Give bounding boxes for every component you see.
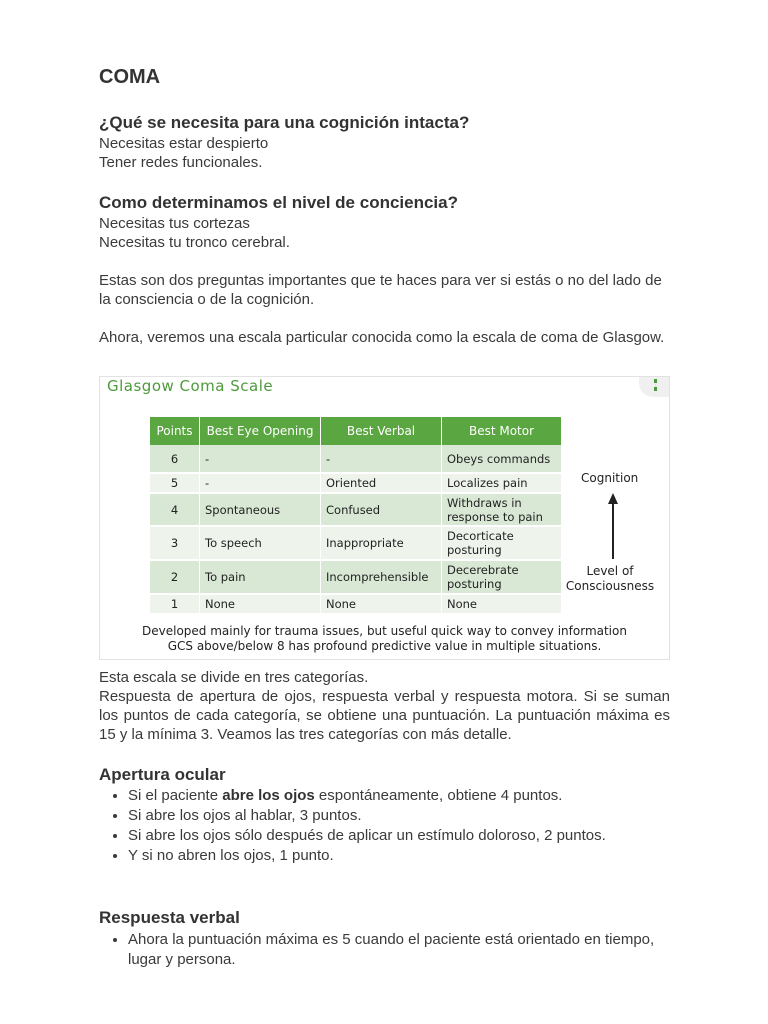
figure-note-line-1: Developed mainly for trauma issues, but useful quick way to convey information (142, 624, 627, 638)
eye-opening-list (99, 786, 670, 866)
list-item: • Si abre los ojos sólo después de aplicar un estímulo doloroso, 2 puntos. (128, 826, 670, 846)
table-cell: 3 (150, 526, 200, 560)
figure-note-line-2: GCS above/below 8 has profound predictive value in multiple situations. (167, 639, 602, 653)
table-header-row (150, 417, 561, 445)
more-options-icon[interactable] (654, 379, 660, 391)
figure-note (100, 624, 669, 654)
figure-title: Glasgow Coma Scale (107, 377, 274, 395)
verbal-response-list (99, 930, 670, 970)
figure-menu[interactable] (639, 377, 669, 397)
table-cell: None (200, 594, 321, 614)
glasgow-coma-scale-figure (99, 376, 670, 660)
paragraph-categories: Respuesta de apertura de ojos, respuesta verbal y respuesta motora. Si se suman los puntos de cada categoría, se obtiene una puntuación. La puntuación máxima es 15 y la mínima 3. Veamos las tres categorías con más detalle. (99, 688, 670, 743)
question-2-line-1: Necesitas tus cortezas (99, 215, 250, 232)
table-row (150, 493, 561, 526)
table-cell: 1 (150, 594, 200, 614)
gcs-table (150, 417, 562, 615)
table-cell: - (321, 445, 442, 473)
table-cell: Decorticate posturing (442, 526, 562, 560)
section-eye-heading: Apertura ocular (99, 765, 226, 784)
cognition-label: Cognition (581, 471, 639, 485)
table-cell: To speech (200, 526, 321, 560)
table-cell: Confused (321, 493, 442, 526)
paragraph-glasgow-intro: Ahora, veremos una escala particular conocida como la escala de coma de Glasgow. (99, 329, 665, 346)
list-item-text: espontáneamente, obtiene 4 puntos. (314, 787, 563, 804)
table-cell: Obeys commands (442, 445, 562, 473)
question-1-line-1: Necesitas estar despierto (99, 135, 269, 152)
table-row (150, 560, 561, 594)
column-header: Best Eye Opening (200, 417, 321, 445)
column-header: Best Verbal (321, 417, 442, 445)
list-item: • Ahora la puntuación máxima es 5 cuando el paciente está orientado en tiempo, lugar y persona. (128, 930, 670, 970)
table-cell: 4 (150, 493, 200, 526)
table-cell: None (442, 594, 562, 614)
table-cell: 2 (150, 560, 200, 594)
question-1-line-2: Tener redes funcionales. (99, 154, 263, 171)
table-cell: Decerebrate posturing (442, 560, 562, 594)
table-cell: Incomprehensible (321, 560, 442, 594)
column-header: Best Motor (442, 417, 562, 445)
question-2-heading: Como determinamos el nivel de conciencia? (99, 193, 458, 212)
table-cell: Inappropriate (321, 526, 442, 560)
table-row (150, 473, 561, 493)
list-item-text: Si el paciente (128, 787, 223, 804)
table-cell: - (200, 445, 321, 473)
table-cell: Oriented (321, 473, 442, 493)
list-item: • Si abre los ojos al hablar, 3 puntos. (128, 806, 670, 826)
consciousness-label: Level of Consciousness (565, 564, 655, 593)
table-row (150, 445, 561, 473)
list-item (128, 786, 670, 806)
up-arrow-icon (607, 493, 619, 559)
page-title: COMA (99, 66, 161, 88)
column-header: Points (150, 417, 200, 445)
table-row (150, 526, 561, 560)
paragraph-categories-intro: Esta escala se divide en tres categorías. (99, 669, 369, 686)
table-cell: Spontaneous (200, 493, 321, 526)
table-row (150, 594, 561, 614)
list-item-bold-text: abre los ojos (222, 787, 315, 804)
question-2-line-2: Necesitas tu tronco cerebral. (99, 234, 290, 251)
table-cell: Withdraws in response to pain (442, 493, 562, 526)
paragraph-questions: Estas son dos preguntas importantes que te haces para ver si estás o no del lado de la consciencia o de la cognición. (99, 272, 662, 308)
section-verbal-heading: Respuesta verbal (99, 908, 240, 927)
table-cell: 6 (150, 445, 200, 473)
table-cell: None (321, 594, 442, 614)
table-cell: 5 (150, 473, 200, 493)
table-cell: To pain (200, 560, 321, 594)
table-cell: - (200, 473, 321, 493)
list-item: • Y si no abren los ojos, 1 punto. (128, 846, 670, 866)
table-cell: Localizes pain (442, 473, 562, 493)
question-1-heading: ¿Qué se necesita para una cognición intacta? (99, 113, 470, 132)
